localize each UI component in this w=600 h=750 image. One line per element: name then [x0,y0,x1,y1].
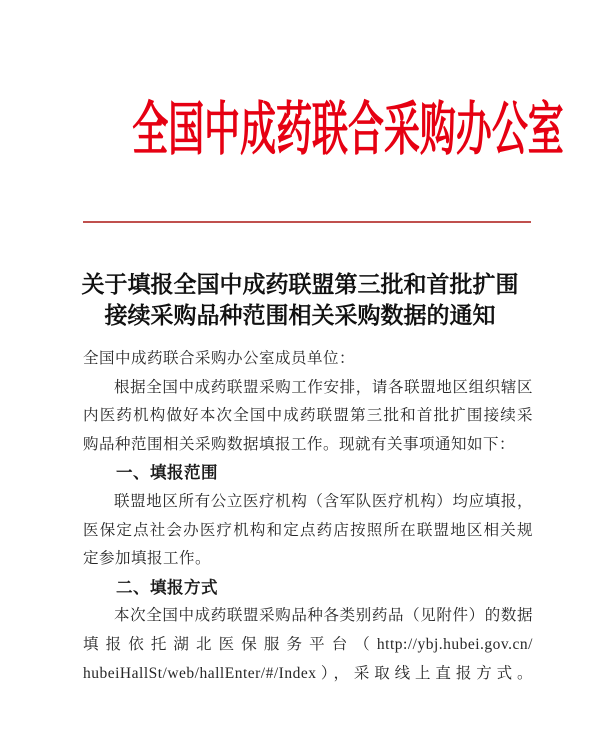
notice-title-line-2: 接续采购品种范围相关采购数据的通知 [104,303,496,328]
paragraph-line: 本次全国中成药联盟采购品种各类别药品（见附件）的数据 [114,607,533,625]
paragraph-line-with-url: hubeiHallSt/web/hallEnter/#/Index），采取线上直报方式。 [83,664,533,682]
paragraph-line: 医保定点社会办医疗机构和定点药店按照所在联盟地区相关规 [83,521,533,539]
paragraph-line: 内医药机构做好本次全国中成药联盟第三批和首批扩围接续采 [83,407,533,425]
paragraph-line: 根据全国中成药联盟采购工作安排，请各联盟地区组织辖区 [114,378,533,396]
salutation: 全国中成药联合采购办公室成员单位： [83,350,356,367]
paragraph-line: 购品种范围相关采购数据填报工作。现就有关事项通知如下： [83,435,516,453]
section-heading-2: 二、填报方式 [116,578,218,597]
notice-body [83,345,533,688]
section-heading-1: 一、填报范围 [116,464,218,483]
paragraph-line: 定参加填报工作。 [83,550,212,568]
letterhead-org-title: 全国中成药联合采购办公室 [132,97,564,162]
letterhead [0,97,600,162]
paragraph-line-with-url: 填报依托湖北医保服务平台（http://ybj.hubei.gov.cn/ [83,635,533,653]
red-divider-rule [83,221,531,223]
paragraph-line: 联盟地区所有公立医疗机构（含军队医疗机构）均应填报， [114,492,533,510]
notice-title-line-1: 关于填报全国中成药联盟第三批和首批扩围 [81,272,519,297]
notice-title [40,269,560,331]
